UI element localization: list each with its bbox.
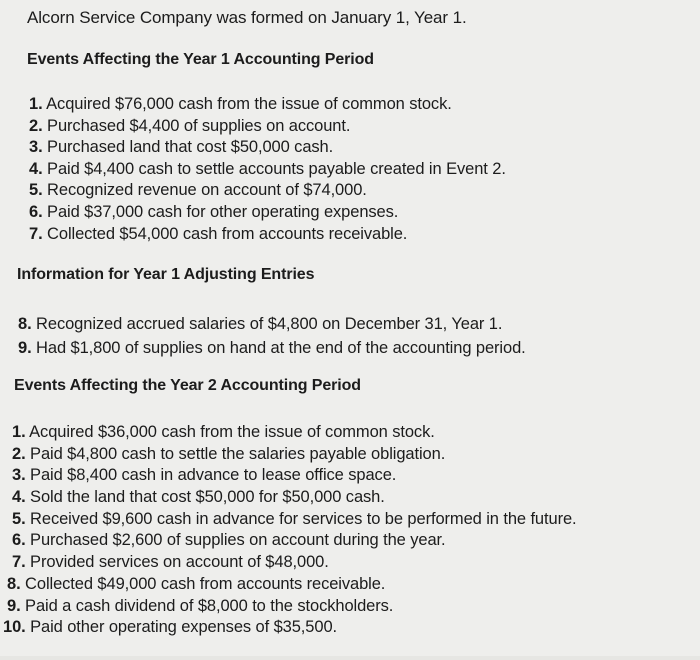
list-item: 5. Recognized revenue on account of $74,000. bbox=[29, 181, 367, 200]
list-item: 4. Sold the land that cost $50,000 for $50,000 cash. bbox=[12, 488, 385, 507]
list-item: 10. Paid other operating expenses of $35,500. bbox=[3, 618, 338, 637]
list-item: 1. Acquired $76,000 cash from the issue of common stock. bbox=[29, 95, 452, 113]
list-item: 3. Purchased land that cost $50,000 cash. bbox=[29, 138, 334, 157]
year1-heading: Events Affecting the Year 1 Accounting Period bbox=[27, 51, 374, 68]
list-item: 5. Received $9,600 cash in advance for services to be performed in the future. bbox=[12, 509, 577, 528]
list-item: 7. Collected $54,000 cash from accounts receivable. bbox=[29, 224, 408, 243]
list-item: 9. Paid a cash dividend of $8,000 to the stockholders. bbox=[7, 596, 394, 615]
list-item: 4. Paid $4,400 cash to settle accounts payable created in Event 2. bbox=[29, 159, 506, 178]
adjusting-entries-list bbox=[18, 312, 526, 360]
list-item: 2. Purchased $4,400 of supplies on account. bbox=[29, 116, 351, 135]
bottom-divider bbox=[0, 656, 700, 660]
year2-events-list bbox=[3, 422, 577, 639]
list-item: 8. Recognized accrued salaries of $4,800 on December 31, Year 1. bbox=[18, 315, 503, 333]
year2-heading: Events Affecting the Year 2 Accounting Period bbox=[14, 377, 361, 394]
year1-events-list bbox=[29, 94, 506, 245]
list-item: 7. Provided services on account of $48,000. bbox=[12, 553, 329, 572]
list-item: 2. Paid $4,800 cash to settle the salaries payable obligation. bbox=[12, 444, 446, 463]
list-item: 9. Had $1,800 of supplies on hand at the end of the accounting period. bbox=[18, 339, 526, 357]
intro-text: Alcorn Service Company was formed on January 1, Year 1. bbox=[27, 8, 467, 27]
list-item: 6. Paid $37,000 cash for other operating expenses. bbox=[29, 202, 399, 221]
list-item: 6. Purchased $2,600 of supplies on account during the year. bbox=[12, 531, 446, 550]
list-item: 8. Collected $49,000 cash from accounts receivable. bbox=[7, 574, 386, 593]
list-item: 1. Acquired $36,000 cash from the issue of common stock. bbox=[12, 423, 435, 441]
list-item: 3. Paid $8,400 cash in advance to lease office space. bbox=[12, 466, 397, 485]
adjusting-heading: Information for Year 1 Adjusting Entries bbox=[17, 266, 315, 283]
